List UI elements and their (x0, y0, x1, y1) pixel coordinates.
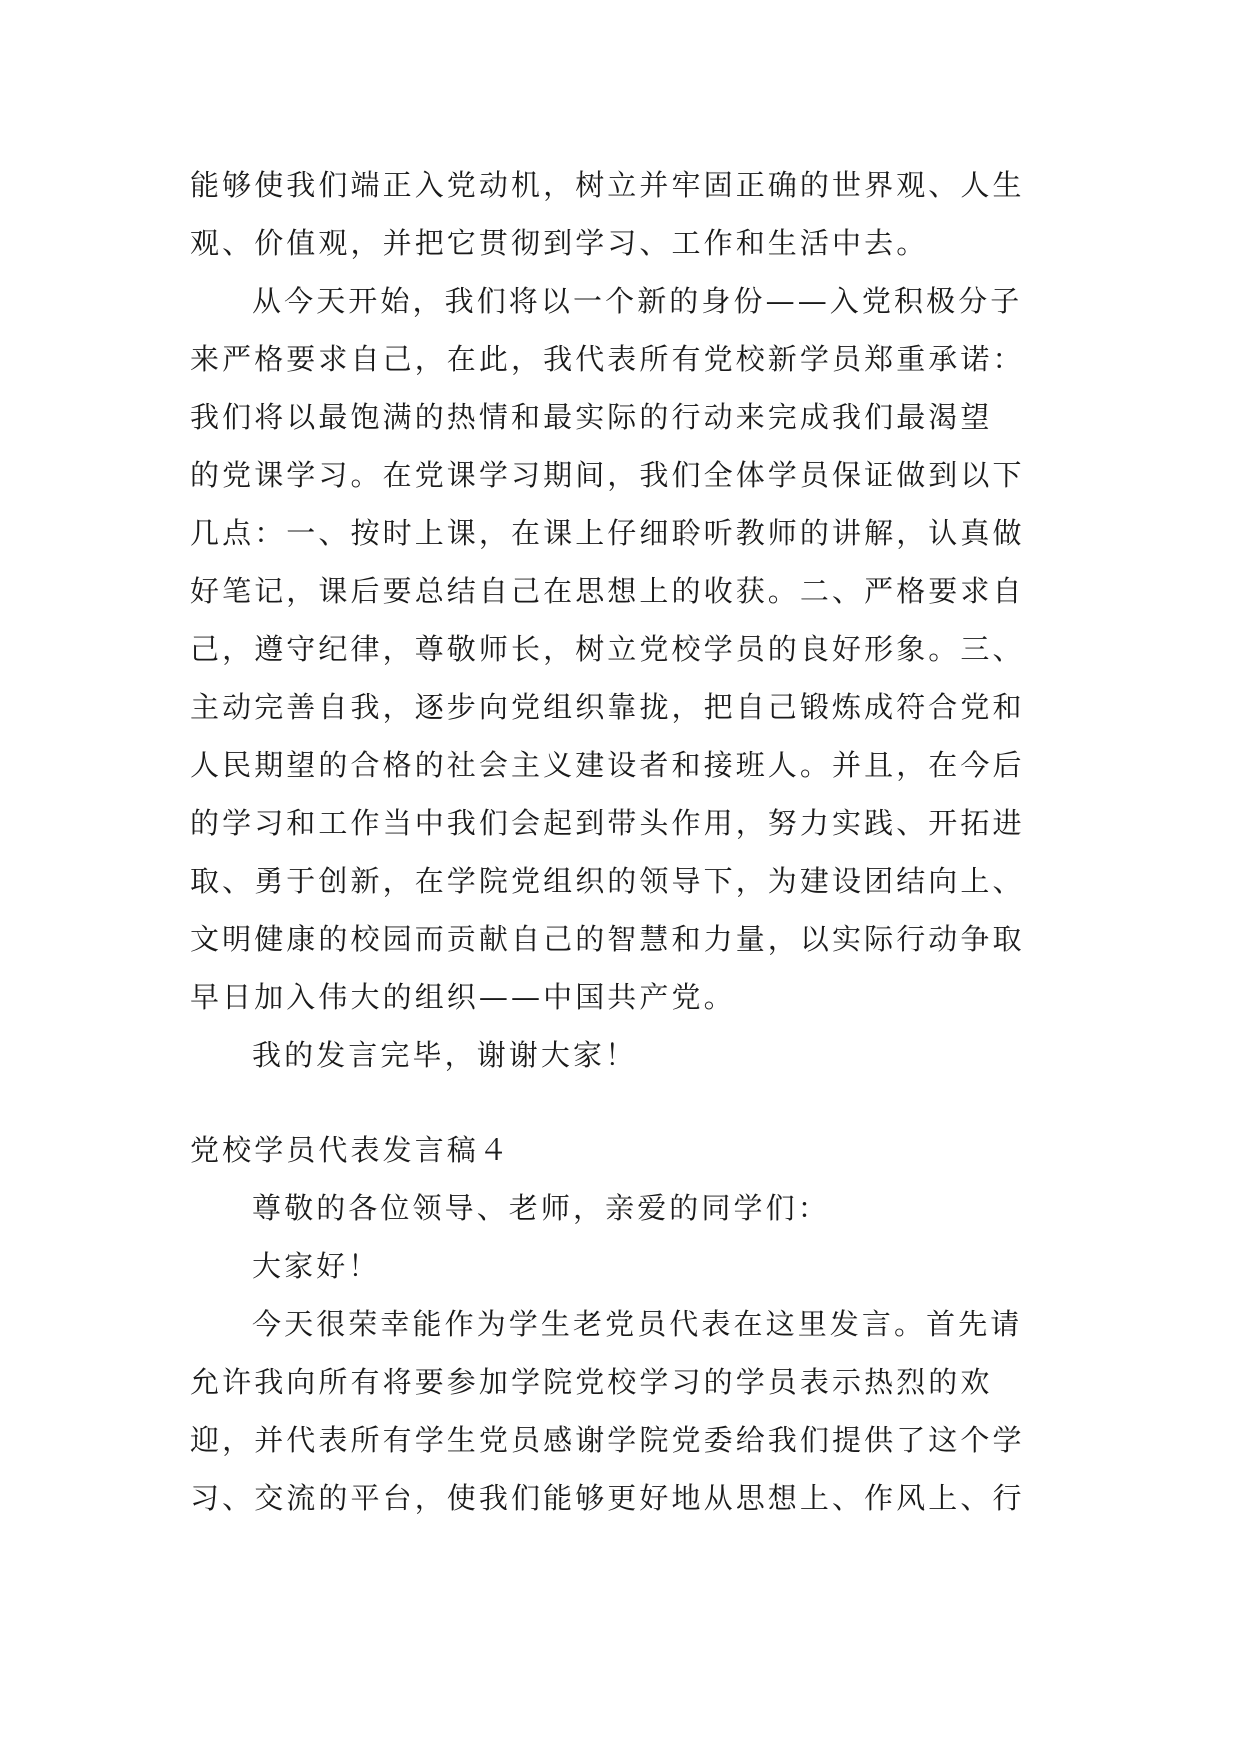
text-line: 好笔记，课后要总结自己在思想上的收获。二、严格要求自 (190, 574, 1025, 608)
speech-body-part-2 (190, 1121, 1050, 1527)
speech-body-part-1 (190, 156, 1050, 1084)
paragraph-first-line: 从今天开始，我们将以一个新的身份——入党积极分子 (252, 284, 1023, 318)
text-line: 能够使我们端正入党动机，树立并牢固正确的世界观、人生 (190, 168, 1025, 202)
text-line: 主动完善自我，逐步向党组织靠拢，把自己锻炼成符合党和 (190, 690, 1025, 724)
text-line: 我们将以最饱满的热情和最实际的行动来完成我们最渴望 (190, 400, 993, 434)
text-line: 文明健康的校园而贡献自己的智慧和力量，以实际行动争取 (190, 922, 1025, 956)
greeting: 大家好！ (252, 1249, 381, 1283)
text-line: 取、勇于创新，在学院党组织的领导下，为建设团结向上、 (190, 864, 1025, 898)
text-line: 的学习和工作当中我们会起到带头作用，努力实践、开拓进 (190, 806, 1025, 840)
text-line: 人民期望的合格的社会主义建设者和接班人。并且，在今后 (190, 748, 1025, 782)
text-line: 习、交流的平台，使我们能够更好地从思想上、作风上、行 (190, 1481, 1025, 1515)
closing-line: 我的发言完毕，谢谢大家！ (252, 1038, 638, 1072)
text-line: 观、价值观，并把它贯彻到学习、工作和生活中去。 (190, 226, 929, 260)
text-line: 的党课学习。在党课学习期间，我们全体学员保证做到以下 (190, 458, 1025, 492)
text-line: 几点：一、按时上课，在课上仔细聆听教师的讲解，认真做 (190, 516, 1025, 550)
text-line: 早日加入伟大的组织——中国共产党。 (190, 980, 736, 1014)
text-line: 来严格要求自己，在此，我代表所有党校新学员郑重承诺： (190, 342, 1025, 376)
text-line: 迎，并代表所有学生党员感谢学院党委给我们提供了这个学 (190, 1423, 1025, 1457)
section-title: 党校学员代表发言稿４ (190, 1133, 512, 1167)
salutation: 尊敬的各位领导、老师，亲爱的同学们： (252, 1191, 830, 1225)
paragraph-first-line: 今天很荣幸能作为学生老党员代表在这里发言。首先请 (252, 1307, 1023, 1341)
text-line: 允许我向所有将要参加学院党校学习的学员表示热烈的欢 (190, 1365, 993, 1399)
text-line: 己，遵守纪律，尊敬师长，树立党校学员的良好形象。三、 (190, 632, 1025, 666)
